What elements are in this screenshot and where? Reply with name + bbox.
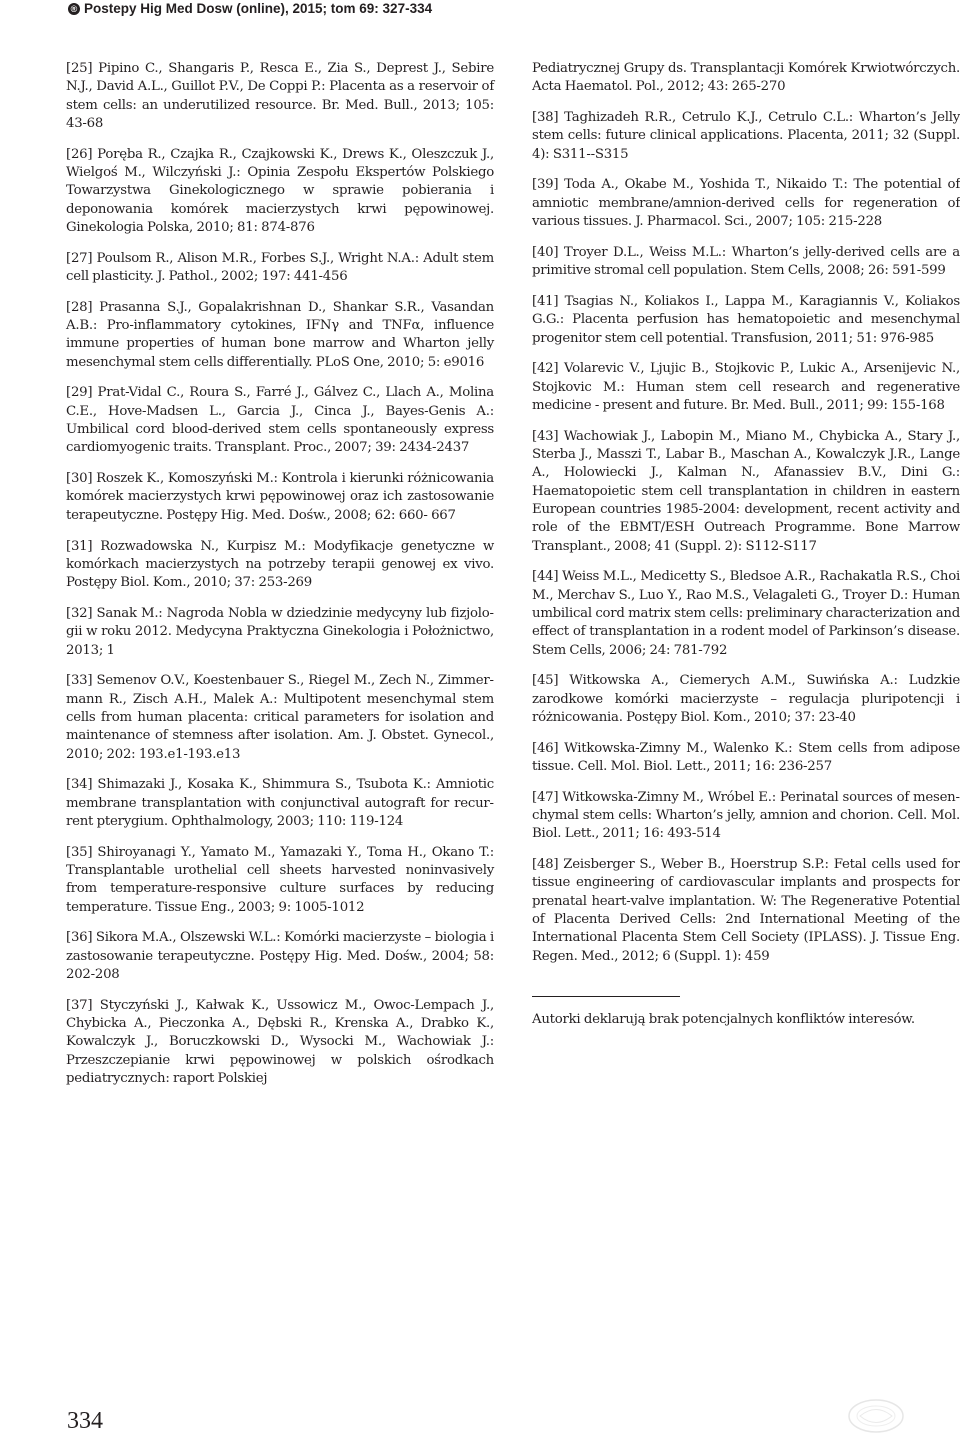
reference-27: [27] Poulsom R., Alison M.R., Forbes S.J., Wright N.A.: Adult stem cell plasticity. J. Pathol., 2002; 197: 441-456	[66, 250, 494, 284]
reference-35: [35] Shiroyanagi Y., Yamato M., Yamazaki Y., Toma H., Okano T.: Transplantable urothelial cell sheets harvested noninvasively from temperature-responsive culture surfaces by reducing temperature. Tissue Eng., 2003; 9: 1005-1012	[66, 844, 494, 915]
reference-43: [43] Wachowiak J., Labopin M., Miano M., Chybicka A., Stary J., Sterba J., Masszi T., Labar B., Maschan A., Kowalczyk J.R., Lange A., Holowiecki J., Kalman N., Afanassiev B.V., Dini G.: Haematopoietic stem cell transplantation in children in eastern European countries 1985-2004: development, recent activity and role of the EBMT/ESH Outreach Programme. Bone Marrow Transplant., 2008; 41 (Suppl. 2): S112-S117	[532, 428, 960, 554]
reference-45: [45] Witkowska A., Ciemerych A.M., Suwińska A.: Ludzkie zarodkowe komórki macierzyste – regulacja pluripotencji i różnicowania. Postępy Biol. Kom., 2010; 37: 23-40	[532, 673, 960, 725]
reference-48: [48] Zeisberger S., Weber B., Hoerstrup S.P.: Fetal cells used for tissue engineering of cardiovascular implants and prospects for prenatal heart-valve implantation. W: The Regenerative Potential of Placenta Derived Cells: 2nd International Meeting of the International Placenta Stem Cell Society (IPLASS). J. Tissue Eng. Regen. Med., 2012; 6 (Suppl. 1): 459	[532, 857, 960, 964]
page-number: 334	[67, 1408, 103, 1434]
reference-25: [25] Pipino C., Shangaris P., Resca E., Zia S., Deprest J., Sebire N.J., David A.L., Guillot P.V., De Coppi P.: Placenta as a reservoir of stem cells: an underutilized resource. Br. Med. Bull., 2013; 105: 43-68	[66, 61, 494, 131]
running-head-text: Postepy Hig Med Dosw (online), 2015; tom 69: 327-334	[84, 1, 433, 16]
registered-mark-icon: ®	[68, 3, 80, 15]
reference-34: [34] Shimazaki J., Kosaka K., Shimmura S., Tsubota K.: Amniotic membrane transplantation with conjunctival autograft for recurrent pterygium. Ophthalmology, 2003; 110: 119-124	[66, 777, 494, 829]
reference-36: [36] Sikora M.A., Olszewski W.L.: Komórki macierzyste – biologia i zastosowanie terapeutyczne. Postępy Hig. Med. Dośw., 2004; 58: 202-208	[66, 930, 494, 982]
reference-40: [40] Troyer D.L., Weiss M.L.: Wharton’s jelly-derived cells are a primitive stromal cell population. Stem Cells, 2008; 26: 591-599	[532, 244, 960, 279]
reference-39: [39] Toda A., Okabe M., Yoshida T., Nikaido T.: The potential of amniotic membrane/amnion-derived cells for regeneration of various tissues. J. Pharmacol. Sci., 2007; 105: 215-228	[532, 177, 960, 230]
reference-46: [46] Witkowska-Zimny M., Walenko K.: Stem cells from adipose tissue. Cell. Mol. Biol. Lett., 2011; 16: 236-257	[532, 740, 960, 774]
reference-38: [38] Taghizadeh R.R., Cetrulo K.J., Cetrulo C.L.: Wharton’s Jelly stem cells: future clinical applications. Placenta, 2011; 32 (Suppl. 4): S311--S315	[532, 110, 960, 162]
reference-37-continued: Pediatrycznej Grupy ds. Transplantacji Komórek Krwiotwórczych. Acta Haematol. Pol., 2012; 43: 265-270	[532, 61, 960, 95]
reference-30: [30] Roszek K., Komoszyński M.: Kontrola i kierunki różnicowania komórek macierzystych krwi pępowinowej oraz ich zastosowanie terapeutyczne. Postępy Hig. Med. Dośw., 2008; 62: 660- 667	[66, 471, 494, 523]
conflict-of-interest-note: Autorki deklarują brak potencjalnych konfliktów interesów.	[532, 1011, 915, 1027]
references-right-column	[532, 60, 960, 1029]
reference-47: [47] Witkowska-Zimny M., Wróbel E.: Perinatal sources of mesenchymal stem cells: Wharton’s jelly, amnion and chorion. Cell. Mol. Biol. Lett., 2011; 16: 493-514	[532, 789, 960, 842]
reference-37: [37] Styczyński J., Kałwak K., Ussowicz M., Owoc-Lempach J., Chybicka A., Pieczonka A., Dębski R., Krenska A., Drabko K., Kowalczyk J., Boruczkowski D., Wysocki M., Wachowiak J.: Przeszczepianie krwi pępowinowej w polskich ośrodkach pediatrycznych: raport Polskiej	[66, 997, 494, 1086]
references-left-column	[66, 60, 494, 1101]
reference-28: [28] Prasanna S.J., Gopalakrishnan D., Shankar S.R., Vasandan A.B.: Pro-inflammatory cytokines, IFNγ and TNFα, influence immune properties of human bone marrow and Wharton jelly mesenchymal stem cells differentially. PLoS One, 2010; 5: e9016	[66, 299, 494, 370]
reference-26: [26] Poręba R., Czajka R., Czajkowski K., Drews K., Oleszczuk J., Wielgoś M., Wilczyński J.: Opinia Zespołu Ekspertów Polskiego Towarzystwa Ginekologicznego w sprawie pobierania i deponowania komórek macierzystych krwi pępowinowej. Ginekologia Polska, 2010; 81: 874-876	[66, 146, 494, 235]
footnote-divider	[532, 996, 680, 997]
reference-31: [31] Rozwadowska N., Kurpisz M.: Modyfikacje genetyczne w komórkach macierzystych na potrzeby terapii genowej ex vivo. Postępy Biol. Kom., 2010; 37: 253-269	[66, 538, 494, 591]
publisher-watermark-icon	[846, 1397, 906, 1435]
reference-29: [29] Prat-Vidal C., Roura S., Farré J., Gálvez C., Llach A., Molina C.E., Hove-Madsen L., Garcia J., Cinca J., Bayes-Genis A.: Umbilical cord blood-derived stem cells spontaneously express cardiomyogenic traits. Transplant. Proc., 2007; 39: 2434-2437	[66, 385, 494, 456]
reference-41: [41] Tsagias N., Koliakos I., Lappa M., Karagiannis V., Koliakos G.G.: Placenta perfusion has hematopoietic and mesenchymal progenitor stem cell potential. Transfusion, 2011; 51: 976-985	[532, 293, 960, 346]
reference-44: [44] Weiss M.L., Medicetty S., Bledsoe A.R., Rachakatla R.S., Choi M., Merchav S., Luo Y., Rao M.S., Velagaleti G., Troyer D.: Human umbilical cord matrix stem cells: preliminary characterization and effect of transplantation in a rodent model of Parkinson’s disease. Stem Cells, 2006; 24: 781-792	[532, 569, 960, 658]
reference-33: [33] Semenov O.V., Koestenbauer S., Riegel M., Zech N., Zimmermann R., Zisch A.H., Malek A.: Multipotent mesenchymal stem cells from human placenta: critical parameters for isolation and maintenance of stemness after isolation. Am. J. Obstet. Gynecol., 2010; 202: 193.e1-193.e13	[66, 673, 494, 762]
reference-42: [42] Volarevic V., Ljujic B., Stojkovic P., Lukic A., Arsenijevic N., Stojkovic M.: Human stem cell research and regenerative medicine - present and future. Br. Med. Bull., 2011; 99: 155-168	[532, 361, 960, 413]
reference-32: [32] Sanak M.: Nagroda Nobla w dziedzinie medycyny lub fizjologii w roku 2012. Medycyna Praktyczna Ginekologia i Położnictwo, 2013; 1	[66, 605, 494, 658]
running-head	[68, 0, 432, 18]
